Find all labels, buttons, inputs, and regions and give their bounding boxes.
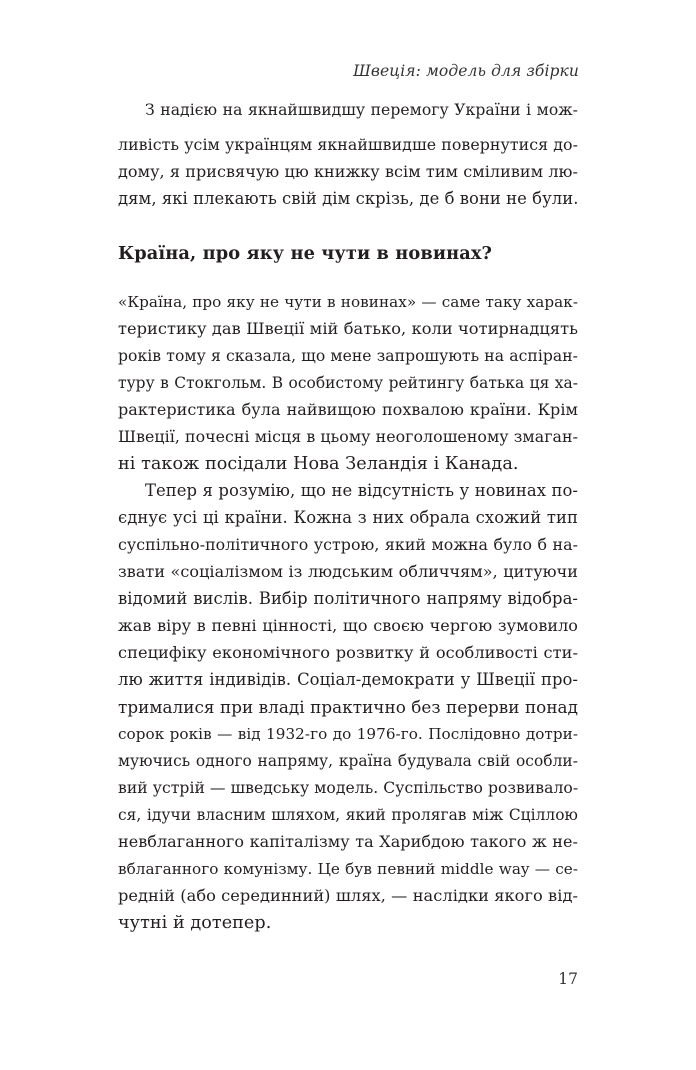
text-line: теристику дав Швеції мій батько, коли чотирнадцять bbox=[118, 319, 578, 338]
text-line: дому, я присвячую цю книжку всім тим сміливим лю- bbox=[118, 162, 578, 181]
text-line: ні також посідали Нова Зеландія і Канада. bbox=[118, 454, 519, 474]
text-line: вий устрій — шведську модель. Суспільство розвивало- bbox=[118, 779, 579, 797]
text-line: «Країна, про яку не чути в новинах» — саме таку харак- bbox=[118, 293, 578, 311]
text-line: туру в Стокгольм. В особистому рейтингу батька ця ха- bbox=[118, 374, 578, 392]
text-line: невблаганного капіталізму та Харибдою такого ж не- bbox=[118, 832, 578, 851]
text-line: вблаганного комунізму. Це був певний middle way — се- bbox=[118, 860, 578, 878]
page-number: 17 bbox=[558, 970, 578, 988]
section-heading: Країна, про яку не чути в новинах? bbox=[118, 243, 493, 264]
text-line: ся, ідучи власним шляхом, який пролягав між Сціллою bbox=[118, 806, 578, 824]
text-line: муючись одного напряму, країна будувала свій особли- bbox=[118, 752, 578, 770]
text-line: лю життя індивідів. Соціал-демократи у Швеції про- bbox=[118, 670, 578, 689]
running-head: Швеція: модель для збірки bbox=[353, 62, 579, 80]
text-line: звати «соціалізмом із людським обличчям», цитуючи bbox=[118, 562, 578, 581]
text-line: чутні й дотепер. bbox=[118, 913, 272, 933]
text-line: відомий вислів. Вибір політичного напряму відобра- bbox=[118, 589, 578, 608]
text-line: Тепер я розумію, що не відсутність у новинах по- bbox=[145, 481, 578, 500]
text-line: суспільно-політичного устрою, який можна було б на- bbox=[118, 535, 578, 554]
text-line: Швеції, почесні місця в цьому неоголошеному змаган- bbox=[118, 427, 578, 446]
text-line: жав віру в певні цінності, що своєю чергою зумовило bbox=[118, 616, 578, 635]
text-line: дям, які плекають свій дім скрізь, де б вони не були. bbox=[118, 189, 579, 208]
text-line: З надією на якнайшвидшу перемогу України і мож- bbox=[145, 101, 578, 119]
text-line: трималися при владі практично без перерви понад bbox=[118, 697, 578, 717]
text-line: єднує усі ці країни. Кожна з них обрала схожий тип bbox=[118, 508, 578, 527]
text-line: сорок років — від 1932-го до 1976-го. Послідовно дотри- bbox=[118, 725, 578, 743]
text-line: років тому я сказала, що мене запрошують на аспіран- bbox=[118, 347, 578, 365]
text-line: специфіку економічного розвитку й особливості сти- bbox=[118, 643, 578, 662]
text-line: ливість усім українцям якнайшвидше повернутися до- bbox=[118, 135, 578, 154]
text-line: редній (або серединний) шлях, — наслідки якого від- bbox=[118, 886, 578, 905]
text-line: рактеристика була найвищою похвалою країни. Крім bbox=[118, 400, 578, 419]
